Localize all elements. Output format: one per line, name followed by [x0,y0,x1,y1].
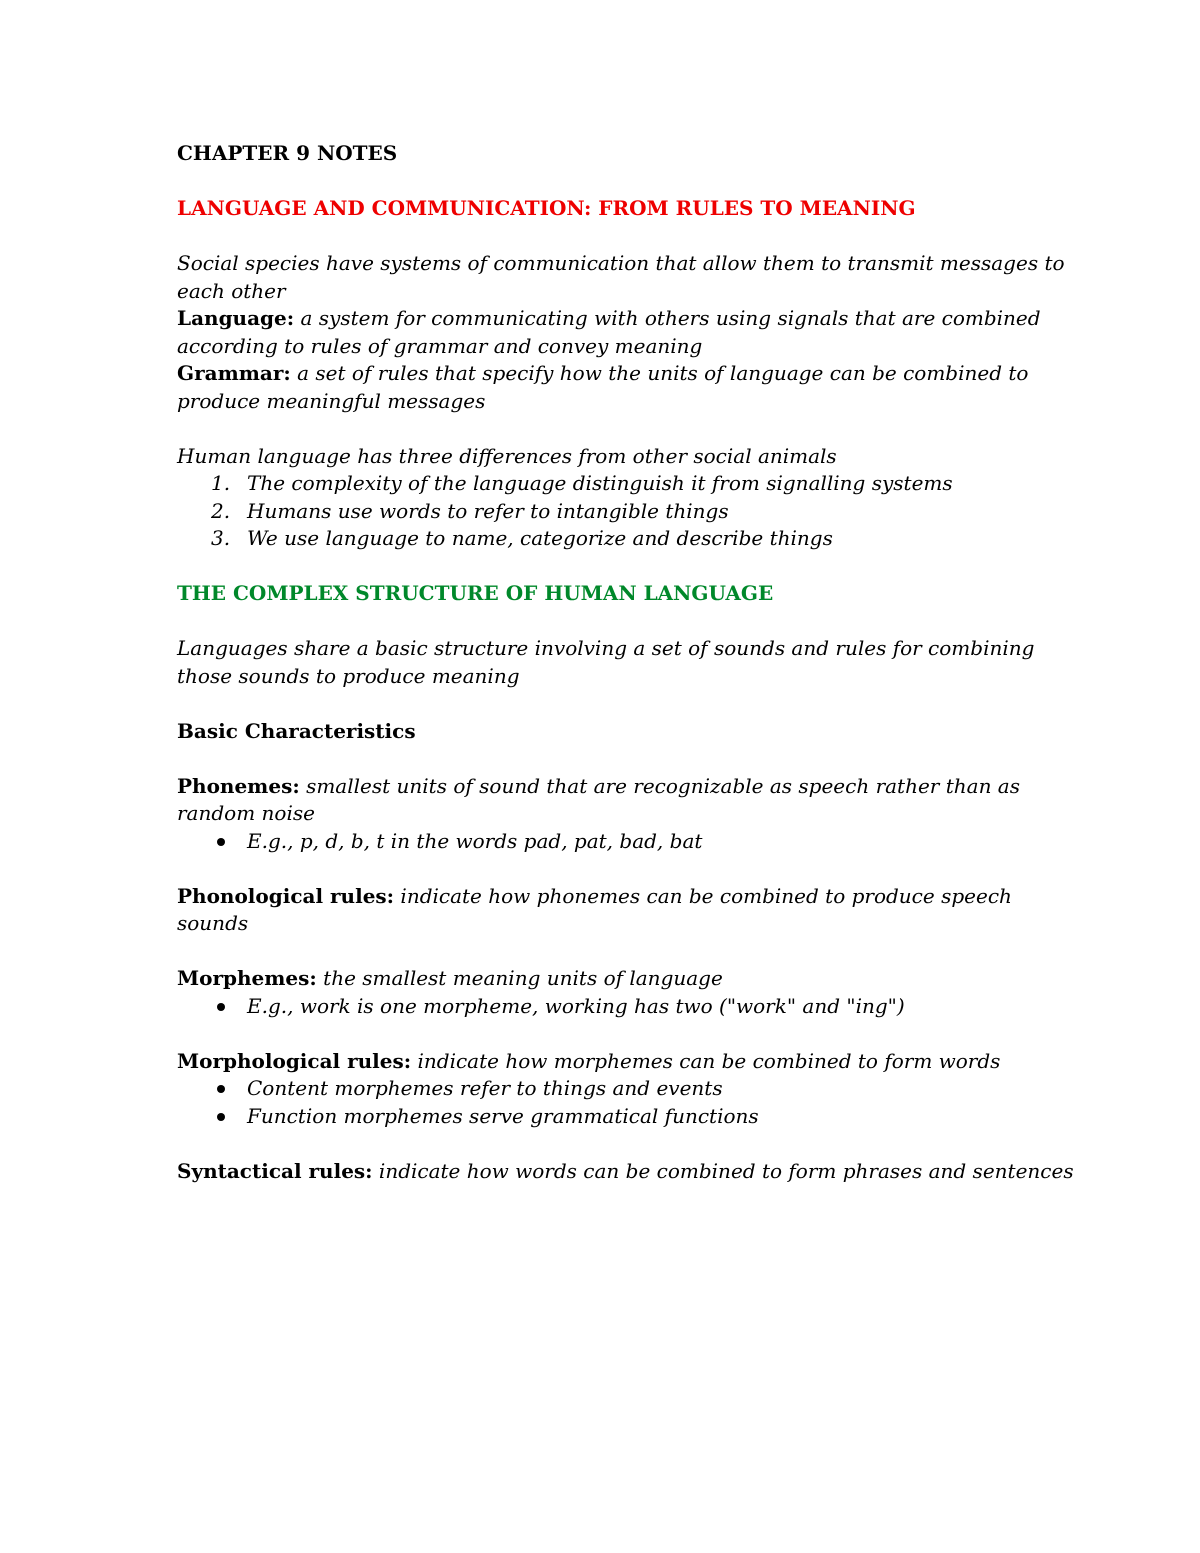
term-label: Grammar: [177,361,291,385]
list-number: 2. [211,498,231,523]
definition-continuation: according to rules of grammar and convey meaning [177,333,703,358]
section-heading-complex-structure: THE COMPLEX STRUCTURE OF HUMAN LANGUAGE [177,581,774,605]
term-definition: smallest units of sound that are recognizable as speech rather than as [299,773,1020,798]
list-item [177,498,1057,526]
term-definition: a system for communicating with others using signals that are combined [294,306,1041,330]
definition-continuation: produce meaningful messages [177,388,486,413]
bullet-icon [217,1003,225,1011]
term-definition: a set of rules that specify how the units of language can be combined to [290,361,1029,385]
phonemes-bullets [177,828,1057,856]
differences-intro: Human language has three differences from other social animals [177,443,837,468]
intro-line: Languages share a basic structure involving a set of sounds and rules for combining [177,636,1035,660]
term-label: Language: [177,306,295,330]
list-item-text: The complexity of the language distinguish it from signalling systems [247,471,953,495]
section-heading-language-communication: LANGUAGE AND COMMUNICATION: FROM RULES TO MEANING [177,196,916,220]
term-definition: indicate how morphemes can be combined to form words [411,1048,1001,1073]
definition-grammar [177,360,1057,388]
definition-continuation: random noise [177,801,315,825]
morphological-bullets [177,1075,1057,1130]
definition-syntactical-rules [177,1158,1074,1186]
definition-phonological-rules [177,883,1057,911]
term-definition: the smallest meaning units of language [316,966,723,990]
term-label: Phonemes: [177,773,300,798]
list-item-text: We use language to name, categorize and describe things [247,526,833,550]
list-item-text: E.g., work is one morpheme, working has two ("work" and "ing") [247,993,905,1018]
intro-line: each other [177,278,286,303]
list-item-text: E.g., p, d, b, t in the words pad, pat, bad, bat [247,828,703,853]
list-item-text: Function morphemes serve grammatical functions [247,1103,759,1128]
page-title: CHAPTER 9 NOTES [177,141,398,165]
term-label: Phonological rules: [177,883,395,908]
list-item [177,993,1057,1021]
list-item [177,1075,1057,1103]
intro-line: those sounds to produce meaning [177,663,520,688]
morphemes-bullets [177,993,1057,1021]
document-body [177,140,1074,1185]
list-number: 3. [211,526,231,550]
list-number: 1. [211,471,231,495]
term-label: Syntactical rules: [177,1158,373,1183]
definition-continuation: sounds [177,911,249,935]
list-item [177,1103,1057,1131]
list-item-text: Humans use words to refer to intangible things [247,498,729,523]
term-definition: indicate how words can be combined to form phrases and sentences [372,1158,1074,1183]
differences-list [177,470,1057,553]
list-item-text: Content morphemes refer to things and events [247,1076,723,1100]
intro-line: Social species have systems of communication that allow them to transmit messages to [177,251,1065,275]
term-label: Morphemes: [177,966,317,990]
list-item [177,525,1057,553]
list-item [177,470,1057,498]
definition-phonemes [177,773,1057,801]
term-label: Morphological rules: [177,1048,412,1073]
term-definition: indicate how phonemes can be combined to produce speech [394,883,1012,908]
bullet-icon [217,1113,225,1121]
list-item [177,828,1057,856]
definition-morphemes [177,965,1057,993]
subheading-basic-characteristics: Basic Characteristics [177,718,416,743]
bullet-icon [217,1085,225,1093]
bullet-icon [217,838,225,846]
definition-morphological-rules [177,1048,1057,1076]
definition-language [177,305,1057,333]
